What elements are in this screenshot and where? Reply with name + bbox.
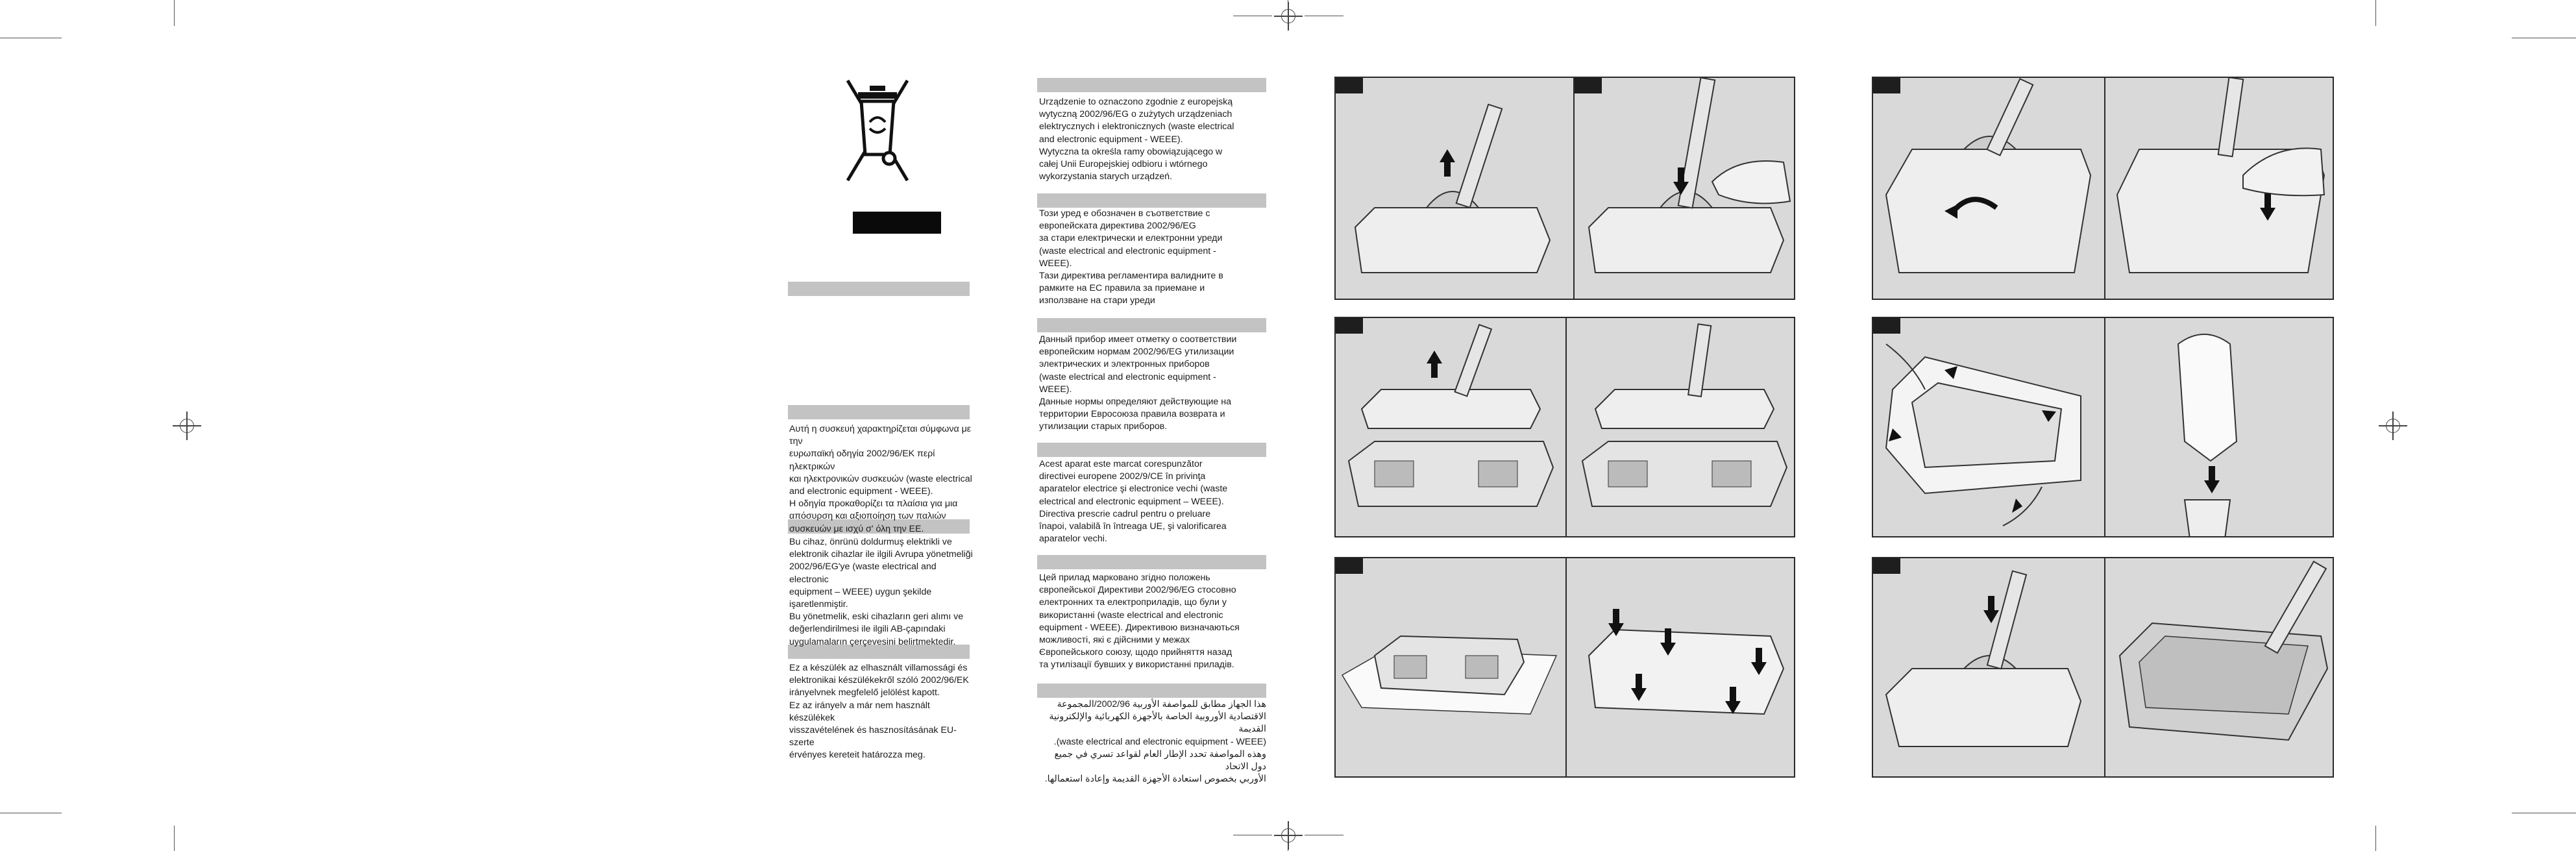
registration-mark-left — [173, 412, 201, 440]
nozzle-lift-illustration — [1336, 78, 1794, 299]
crop-mark — [2375, 0, 2376, 26]
section-bar — [1037, 555, 1266, 569]
section-text-greek: Αυτή η συσκευή χαρακτηρίζεται σύμφωνα με την ευρωπαϊκή οδηγία 2002/96/ΕΚ περί ηλεκτρικών και ηλεκτρονικών συσκευών (waste electrical and electronic equipment - WEEE). Η οδηγία προκαθορίζει τα πλαίσια για μια απόσυρση και αξιοποίηση των παλιών συσκευών με ισχύ σ' όλη την ΕΕ. — [789, 424, 972, 534]
illustration-panel — [1872, 557, 2334, 778]
weee-bin-icon — [844, 77, 911, 187]
crop-mark — [174, 0, 175, 26]
section-text-arabic: هذا الجهاز مطابق للمواصفة الأوربية 2002/96/المجموعة الاقتصادية الأوروبية الخاصة بالأجهزة الكهربائية والإلكترونية القديمة (waste electrical and electronic equipment - WEEE). وهذه المواصفة تحدد الإطار العام لقواعد تسري في جميع دول الاتحاد الأوربي بخصوص استعادة الأجهزة القديمة وإعادة استعمالها. — [1044, 699, 1266, 785]
weee-black-bar — [853, 212, 941, 234]
cloth-insert-illustration — [1336, 558, 1794, 776]
section-text-russian: Данный прибор имеет отметку о соответствии европейским нормам 2002/96/EG утилизации электрических и электронных приборов (waste electrical and electronic equipment - WEEE). Данные нормы определяют действующие на территории Евросоюза правила возврата и утилизации старых приборов. — [1039, 334, 1237, 432]
illustration-panel — [1334, 77, 1795, 300]
nozzle-ready-illustration — [1873, 558, 2333, 776]
section-text-polish: Urządzenie to oznaczono zgodnie z europejską wytyczną 2002/96/EG o zużytych urządzeniach elektrycznych i elektronicznych (waste electrical and electronic equipment - WEEE). Wytyczna ta określa ramy obowiązującego w całej Unii Europejskiej odbioru i wtórnego wykorzystania starych urządzeń. — [1039, 97, 1234, 182]
illustration-panel — [1872, 77, 2334, 300]
section-bar — [1037, 443, 1266, 457]
section-bar — [1037, 193, 1266, 208]
section-bar — [788, 282, 970, 296]
registration-mark-top — [1274, 2, 1303, 31]
illustration-panel — [1334, 557, 1795, 778]
section-bar — [788, 405, 970, 419]
registration-mark-right — [2379, 412, 2407, 440]
section-text-ukrainian: Цей прилад марковано згідно положень європейської Директиви 2002/96/EG стосовно електронних та електроприладів, що були у використанні (waste electrical and electronic equipment - WEEE). Директивою визначаються можливості, які є дійсними у межах Європейського союзу, щодо прийняття назад та утилізації бувших у використанні приладів. — [1039, 573, 1240, 671]
section-bar — [1037, 318, 1266, 332]
section-text-bulgarian: Този уред е обозначен в съответствие с европейската директива 2002/96/EG за стари електрически и електронни уреди (waste electrical and electronic equipment - WEEE). Тази директива регламентира валидните в рамките на ЕС правила за приемане и използване на стари уреди — [1039, 208, 1223, 306]
section-text-hungarian: Ez a készülék az elhasznált villamossági és elektronikai készülékekről szóló 2002/96/EK irányelvnek megfelelő jelölést kapott. Ez az irányelv a már nem használt készülékek visszavételének és hasznosításának EU-szerte érvényes kereteit határozza meg. — [789, 663, 969, 761]
cloth-removal-illustration — [1873, 318, 2333, 536]
registration-mark-bottom — [1274, 821, 1303, 850]
section-bar — [1037, 684, 1266, 698]
section-text-romanian: Acest aparat este marcat corespunzător directivei europene 2002/9/CE în privinţa aparatelor electrice şi electronice vechi (waste electrical and electronic equipment – WEEE). Directiva prescrie cadrul pentru o preluare înapoi, valabilă în întreaga UE, şi valorificarea aparatelor vechi. — [1039, 459, 1228, 545]
section-text-turkish: Bu cihaz, önrünü doldurmuş elektrikli ve elektronik cihazlar ile ilgili Avrupa yönetmeliği 2002/96/EG'ye (waste electrical and electronic equipment – WEEE) uygun şekilde işaretlenmiştir. Bu yönetmelik, eski cihazların geri alımı ve değerlendirilmesi ile ilgili AB-çapındaki uygulamaların çerçevesini belirtmektedir. — [789, 537, 973, 647]
illustration-panel — [1334, 317, 1795, 537]
crop-mark — [174, 826, 175, 851]
nozzle-open-illustration — [1336, 318, 1794, 536]
illustration-panel — [1872, 317, 2334, 537]
section-bar — [1037, 78, 1266, 92]
cloth-attach-illustration — [1873, 78, 2333, 299]
crop-mark — [2375, 826, 2376, 851]
